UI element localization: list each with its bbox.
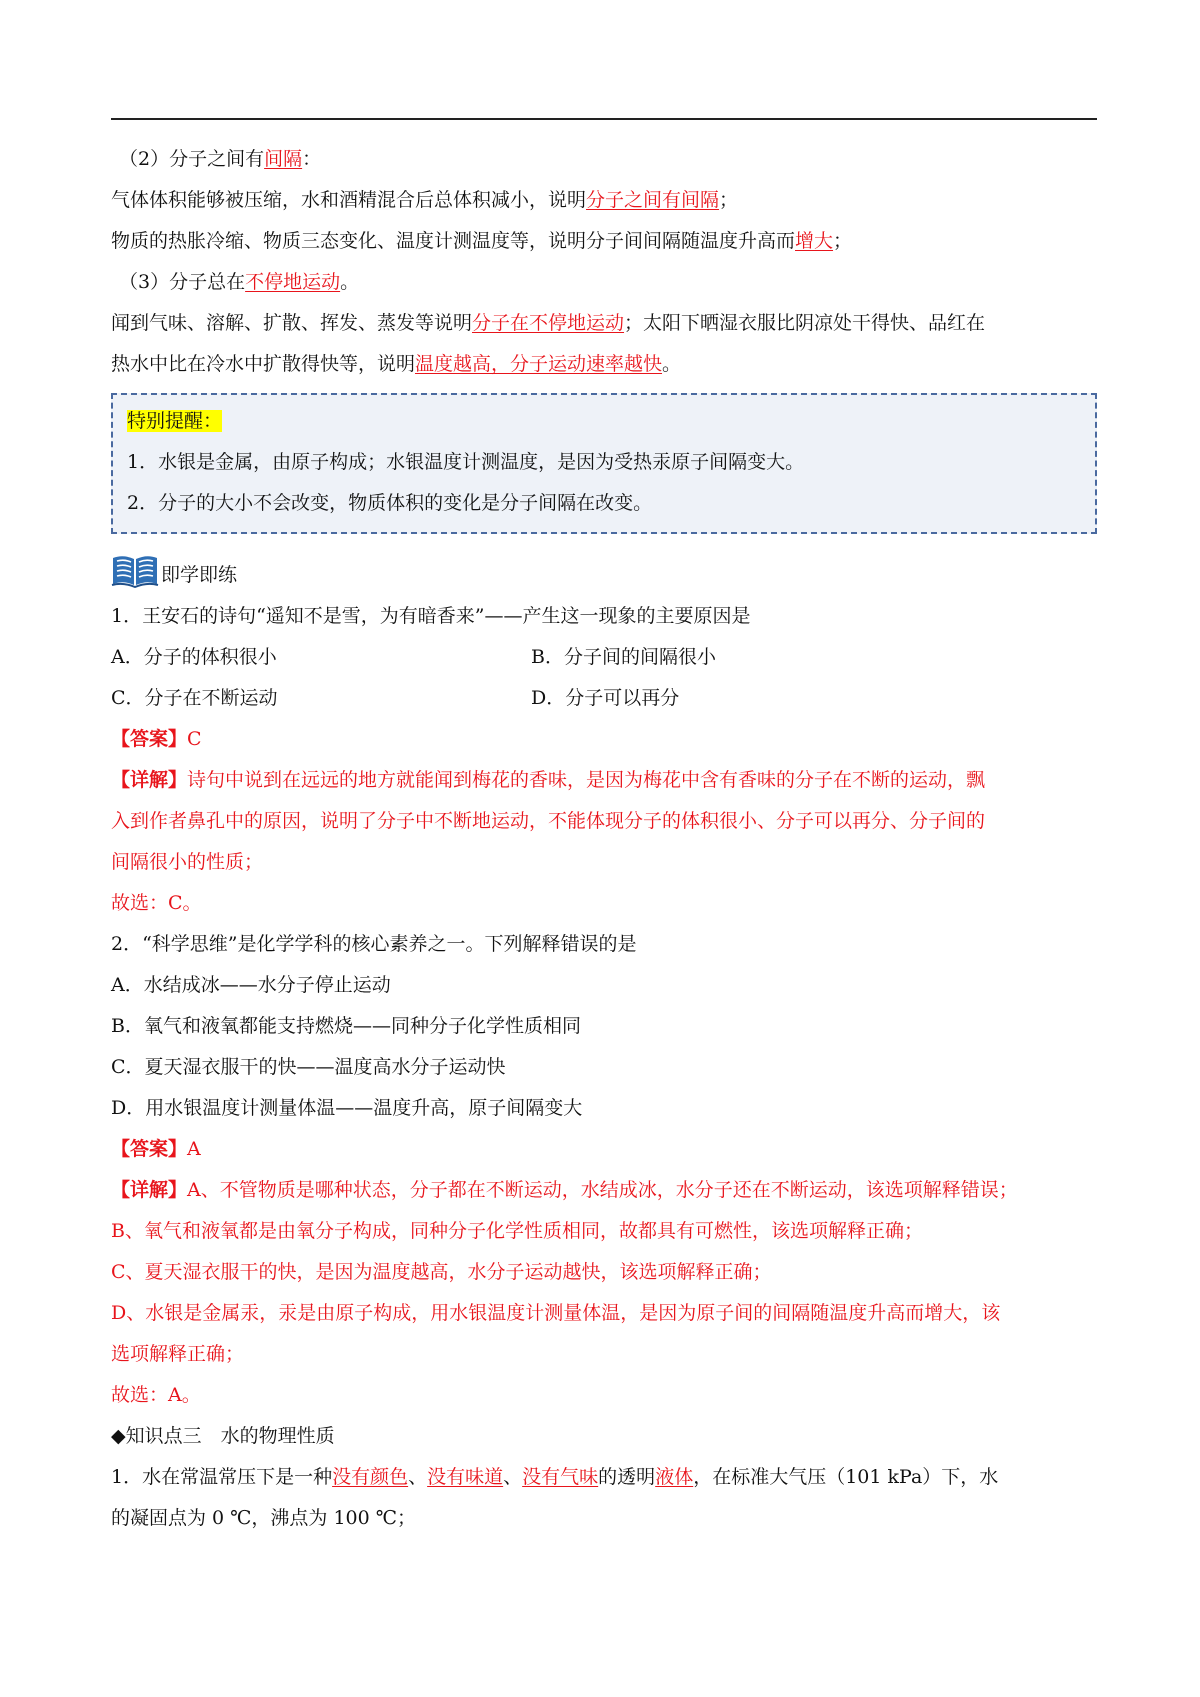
q2-option-b: B．氧气和液氧都能支持燃烧——同种分子化学性质相同 (111, 1015, 581, 1037)
q1-option-a: A．分子的体积很小 (111, 646, 277, 668)
text: 、 (408, 1466, 428, 1488)
q1-option-c: C．分子在不断运动 (111, 687, 278, 709)
fill-blank: 温度越高，分子运动速率越快 (415, 353, 663, 375)
q2-option-c: C．夏天湿衣服干的快——温度高水分子运动快 (111, 1056, 506, 1078)
q1-explain-2: 入到作者鼻孔中的原因，说明了分子中不断地运动，不能体现分子的体积很小、分子可以再分、分子间的 (111, 810, 986, 832)
text: 的透明 (598, 1466, 656, 1488)
fill-blank: 分子在不停地运动 (472, 312, 625, 334)
page-content (111, 139, 1097, 1539)
answer-value: A (187, 1138, 201, 1160)
q2-explain-1 (111, 1170, 1097, 1211)
reminder-title (127, 401, 1081, 442)
reminder-item-2: 2．分子的大小不会改变，物质体积的变化是分子间隔在改变。 (127, 492, 653, 514)
text: 热水中比在冷水中扩散得快等，说明 (111, 353, 416, 375)
fill-blank: 没有气味 (522, 1466, 599, 1488)
fill-blank: 不停地运动 (245, 271, 341, 293)
q1-stem: 1．王安石的诗句“遥知不是雪，为有暗香来”——产生这一现象的主要原因是 (111, 605, 751, 627)
reminder-title-text: 特别提醒： (127, 410, 223, 432)
q1-options-row2 (111, 678, 1097, 719)
text: ；太阳下晒湿衣服比阴凉处干得快、品红在 (624, 312, 986, 334)
fill-blank: 液体 (655, 1466, 694, 1488)
q2-explain-4: D、水银是金属汞，汞是由原子构成，用水银温度计测量体温，是因为原子间的间隔随温度升高而增大，该 (111, 1302, 1001, 1324)
explain-text: A、不管物质是哪种状态，分子都在不断运动，水结成冰，水分子还在不断运动，该选项解释错误； (187, 1179, 1018, 1201)
q2-stem: 2．“科学思维”是化学学科的核心素养之一。下列解释错误的是 (111, 933, 637, 955)
answer-value: C (187, 728, 202, 750)
text: （3）分子总在 (119, 271, 246, 293)
answer-label: 【答案】 (111, 728, 188, 750)
knowledge3-line2: 的凝固点为 0 ℃，沸点为 100 ℃； (111, 1507, 417, 1529)
text: ： (302, 148, 322, 170)
text: 气体体积能够被压缩，水和酒精混合后总体积减小，说明 (111, 189, 587, 211)
q1-option-d: D．分子可以再分 (531, 687, 680, 709)
q2-answer (111, 1129, 1097, 1170)
q2-option-d: D．用水银温度计测量体温——温度升高，原子间隔变大 (111, 1097, 583, 1119)
practice-heading-text: 即学即练 (161, 564, 238, 586)
q2-explain-5: 选项解释正确； (111, 1343, 245, 1365)
q1-choose: 故选：C。 (111, 892, 202, 914)
q2-choose: 故选：A。 (111, 1384, 201, 1406)
section3-title (111, 262, 1097, 303)
text: 、 (503, 1466, 523, 1488)
header-rule (111, 118, 1097, 120)
q1-explain-1 (111, 760, 1097, 801)
knowledge3-line1 (111, 1457, 1097, 1498)
explain-text: 诗句中说到在远远的地方就能闻到梅花的香味，是因为梅花中含有香味的分子在不断的运动，飘 (187, 769, 986, 791)
special-reminder-box (111, 393, 1097, 534)
text: ，在标准大气压（101 kPa）下，水 (693, 1466, 999, 1488)
book-icon (111, 552, 159, 588)
text: 物质的热胀冷缩、物质三态变化、温度计测温度等，说明分子间间隔随温度升高而 (111, 230, 796, 252)
section3-line2 (111, 344, 1097, 385)
text: 1．水在常温常压下是一种 (111, 1466, 333, 1488)
text: ； (833, 230, 853, 252)
explain-label: 【详解】 (111, 769, 188, 791)
q1-options-row1 (111, 637, 1097, 678)
q1-explain-3: 间隔很小的性质； (111, 851, 264, 873)
q2-option-a: A．水结成冰——水分子停止运动 (111, 974, 391, 996)
fill-blank: 间隔 (264, 148, 303, 170)
text: 。 (340, 271, 360, 293)
section2-line1 (111, 180, 1097, 221)
answer-label: 【答案】 (111, 1138, 188, 1160)
fill-blank: 分子之间有间隔 (586, 189, 720, 211)
q2-explain-3: C、夏天湿衣服干的快，是因为温度越高，水分子运动越快，该选项解释正确； (111, 1261, 772, 1283)
q1-answer (111, 719, 1097, 760)
reminder-item-1: 1．水银是金属，由原子构成；水银温度计测温度，是因为受热汞原子间隔变大。 (127, 451, 805, 473)
knowledge3-heading: ◆知识点三 水的物理性质 (111, 1425, 335, 1447)
text: ； (719, 189, 739, 211)
fill-blank: 没有味道 (427, 1466, 504, 1488)
section2-title (111, 139, 1097, 180)
text: （2）分子之间有 (119, 148, 265, 170)
text: 。 (662, 353, 682, 375)
section3-line1 (111, 303, 1097, 344)
explain-label: 【详解】 (111, 1179, 188, 1201)
text: 闻到气味、溶解、扩散、挥发、蒸发等说明 (111, 312, 473, 334)
practice-heading (111, 544, 1097, 596)
section2-line2 (111, 221, 1097, 262)
q1-option-b: B．分子间的间隔很小 (531, 646, 716, 668)
fill-blank: 没有颜色 (332, 1466, 409, 1488)
fill-blank: 增大 (795, 230, 834, 252)
q2-explain-2: B、氧气和液氧都是由氧分子构成，同种分子化学性质相同，故都具有可燃性，该选项解释正确； (111, 1220, 923, 1242)
